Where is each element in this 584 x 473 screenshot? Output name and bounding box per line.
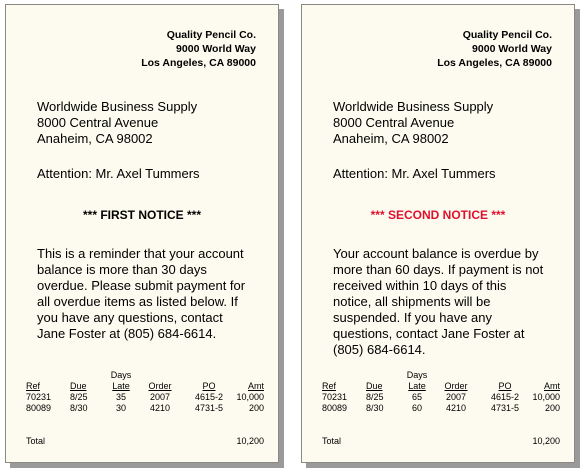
overdue-items-table bbox=[26, 370, 266, 447]
sender-company: Quality Pencil Co. bbox=[462, 29, 552, 41]
recipient-city: Anaheim, CA 98002 bbox=[37, 131, 153, 146]
recipient-company: Worldwide Business Supply bbox=[333, 99, 494, 114]
sender-street: 9000 World Way bbox=[472, 43, 552, 55]
cell-late: 65 bbox=[411, 392, 422, 402]
second-notice-letter bbox=[301, 4, 575, 463]
cell-amt: 200 bbox=[544, 403, 560, 413]
cell-amt: 10,000 bbox=[236, 392, 264, 402]
total-label: Total bbox=[322, 436, 342, 446]
table-row bbox=[322, 392, 562, 403]
header-po: PO bbox=[498, 381, 512, 391]
sender-city: Los Angeles, CA 89000 bbox=[437, 57, 552, 69]
header-order: Order bbox=[444, 381, 468, 391]
cell-ref: 80089 bbox=[26, 403, 52, 413]
total-value: 10,200 bbox=[532, 436, 560, 446]
table-header-row bbox=[322, 381, 562, 392]
header-amt: Amt bbox=[247, 381, 264, 391]
header-ref: Ref bbox=[322, 381, 337, 391]
cell-late: 30 bbox=[115, 403, 126, 413]
sender-address bbox=[437, 28, 552, 70]
cell-late: 60 bbox=[411, 403, 422, 413]
cell-order: 4210 bbox=[149, 403, 171, 413]
cell-order: 4210 bbox=[445, 403, 467, 413]
header-ref: Ref bbox=[26, 381, 41, 391]
cell-po: 4615-2 bbox=[490, 392, 520, 402]
cell-order: 2007 bbox=[149, 392, 171, 402]
notice-heading: *** FIRST NOTICE *** bbox=[82, 208, 202, 222]
cell-late: 35 bbox=[115, 392, 126, 402]
recipient-street: 8000 Central Avenue bbox=[37, 115, 159, 130]
header-late: Late bbox=[408, 381, 426, 391]
recipient-address bbox=[333, 99, 493, 147]
cell-amt: 10,000 bbox=[532, 392, 560, 402]
recipient-company: Worldwide Business Supply bbox=[37, 99, 198, 114]
table-row bbox=[322, 403, 562, 414]
table-row bbox=[26, 392, 266, 403]
first-notice-letter bbox=[5, 4, 279, 463]
total-value: 10,200 bbox=[236, 436, 264, 446]
cell-po: 4731-5 bbox=[194, 403, 224, 413]
cell-ref: 80089 bbox=[322, 403, 348, 413]
notice-heading: *** SECOND NOTICE *** bbox=[370, 208, 506, 222]
header-order: Order bbox=[148, 381, 172, 391]
cell-ref: 70231 bbox=[322, 392, 348, 402]
header-late: Late bbox=[112, 381, 130, 391]
letter-body: Your account balance is overdue by more than 60 days. If payment is not received within 10 days of this notice, all shipments will be suspended. If you have any questions, contact Jane Foster at (805) 684-6614. bbox=[333, 246, 544, 357]
recipient-address bbox=[37, 99, 197, 147]
cell-po: 4731-5 bbox=[490, 403, 520, 413]
cell-ref: 70231 bbox=[26, 392, 52, 402]
sender-address bbox=[141, 28, 256, 70]
cell-due: 8/25 bbox=[70, 392, 88, 402]
table-header-top bbox=[322, 370, 562, 381]
sender-street: 9000 World Way bbox=[176, 43, 256, 55]
total-label: Total bbox=[26, 436, 46, 446]
cell-amt: 200 bbox=[248, 403, 264, 413]
total-row bbox=[322, 436, 562, 447]
recipient-city: Anaheim, CA 98002 bbox=[333, 131, 449, 146]
overdue-items-table bbox=[322, 370, 562, 447]
sender-city: Los Angeles, CA 89000 bbox=[141, 57, 256, 69]
letter-body: This is a reminder that your account balance is more than 30 days overdue. Please submit payment for all overdue items as listed below. If you have any questions, contact Jane Foster at (805) 684-6614. bbox=[37, 246, 246, 341]
header-due: Due bbox=[70, 381, 87, 391]
sender-company: Quality Pencil Co. bbox=[166, 29, 256, 41]
table-header-top bbox=[26, 370, 266, 381]
cell-order: 2007 bbox=[445, 392, 467, 402]
attention-line: Attention: Mr. Axel Tummers bbox=[37, 166, 200, 181]
days-header: Days bbox=[110, 370, 132, 380]
cell-po: 4615-2 bbox=[194, 392, 224, 402]
cell-due: 8/30 bbox=[70, 403, 88, 413]
cell-due: 8/25 bbox=[366, 392, 384, 402]
recipient-street: 8000 Central Avenue bbox=[333, 115, 455, 130]
header-due: Due bbox=[366, 381, 383, 391]
total-row bbox=[26, 436, 266, 447]
header-amt: Amt bbox=[543, 381, 560, 391]
cell-due: 8/30 bbox=[366, 403, 384, 413]
days-header: Days bbox=[406, 370, 428, 380]
table-header-row bbox=[26, 381, 266, 392]
attention-line: Attention: Mr. Axel Tummers bbox=[333, 166, 496, 181]
header-po: PO bbox=[202, 381, 216, 391]
table-row bbox=[26, 403, 266, 414]
